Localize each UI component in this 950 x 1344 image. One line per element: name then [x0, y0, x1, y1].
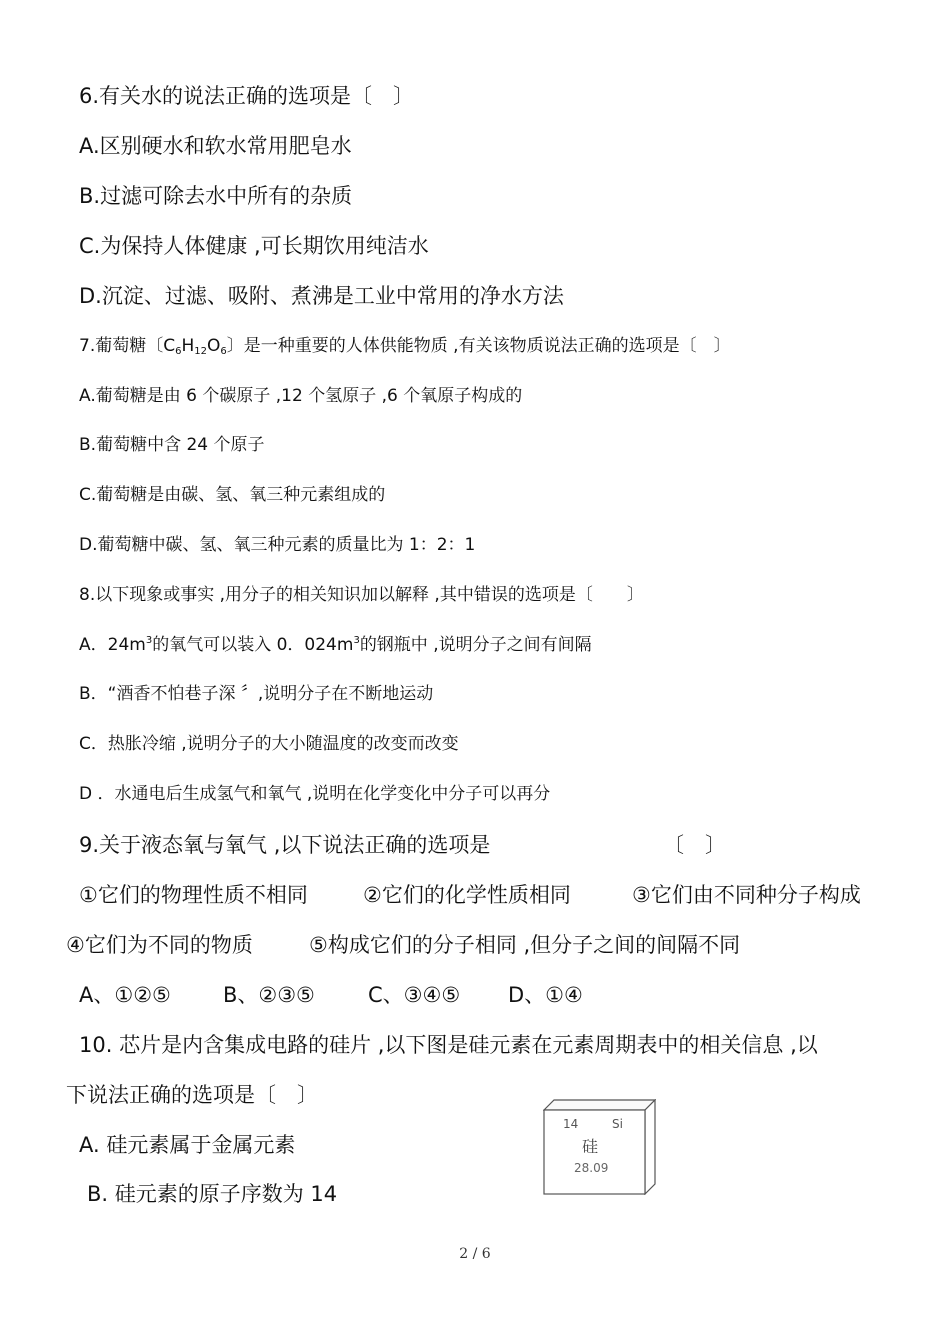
q10-stem-line1: 10. 芯片是内含集成电路的硅片 ,以下图是硅元素在元素周期表中的相关信息 ,以 [79, 1033, 818, 1057]
tile-top-face [544, 1100, 655, 1110]
q8-option-b: B．“酒香不怕巷子深 〞,说明分子在不断地运动 [79, 684, 434, 704]
q10-stem-line2: 下说法正确的选项是〔 〕 [66, 1083, 318, 1107]
q8-a-sup2: 3 [353, 635, 360, 646]
q7-option-d: D.葡萄糖中碳、氢、氧三种元素的质量比为 1：2：1 [79, 535, 476, 555]
element-symbol: Si [612, 1117, 623, 1131]
q8-a-part2: 的氧气可以装入 0．024m [152, 635, 354, 655]
q7-oxygen: O [207, 336, 221, 356]
q9-choice-b: B、②③⑤ [223, 983, 315, 1007]
q7-sub-hydrogen: 12 [194, 346, 207, 357]
q7-stem-start: 7.葡萄糖〔C [79, 336, 176, 356]
q7-option-b: B.葡萄糖中含 24 个原子 [79, 435, 265, 455]
page-number: 2 / 6 [459, 1246, 491, 1262]
q7-stem [79, 338, 731, 355]
silicon-element-tile [543, 1099, 656, 1195]
tile-side-face [645, 1100, 655, 1194]
q8-stem: 8.以下现象或事实 ,用分子的相关知识加以解释 ,其中错误的选项是〔 〕 [79, 585, 644, 605]
q9-statement-5: ⑤构成它们的分子相同 ,但分子之间的间隔不同 [309, 933, 741, 957]
q9-choice-a: A、①②⑤ [79, 983, 171, 1007]
q6-option-a: A.区别硬水和软水常用肥皂水 [79, 134, 352, 158]
q9-statement-1: ①它们的物理性质不相同 [79, 883, 308, 907]
element-number: 14 [563, 1117, 579, 1131]
q7-sub-oxygen: 6 [220, 346, 227, 357]
q9-stem: 9.关于液态氧与氧气 ,以下说法正确的选项是 [79, 833, 491, 857]
q8-a-part3: 的钢瓶中 ,说明分子之间有间隔 [359, 635, 592, 655]
q7-hydrogen: H [181, 336, 195, 356]
q6-stem: 6.有关水的说法正确的选项是〔 〕 [79, 84, 415, 108]
q8-option-a [79, 637, 592, 654]
q10-option-b: B. 硅元素的原子序数为 14 [87, 1182, 338, 1206]
q9-statement-3: ③它们由不同种分子构成 [632, 883, 861, 907]
q9-answer-bracket: 〔 〕 [663, 833, 726, 857]
q9-choice-c: C、③④⑤ [368, 983, 461, 1007]
element-mass: 28.09 [574, 1161, 609, 1175]
q7-stem-end: 〕是一种重要的人体供能物质 ,有关该物质说法正确的选项是〔 〕 [226, 336, 731, 356]
element-name: 硅 [582, 1137, 599, 1156]
q7-option-c: C.葡萄糖是由碳、氢、氧三种元素组成的 [79, 485, 386, 505]
q9-statement-2: ②它们的化学性质相同 [363, 883, 571, 907]
q10-option-a: A. 硅元素属于金属元素 [79, 1133, 296, 1157]
q8-option-c: C．热胀冷缩 ,说明分子的大小随温度的改变而改变 [79, 734, 459, 754]
q9-statement-4: ④它们为不同的物质 [66, 933, 253, 957]
q6-option-d: D.沉淀、过滤、吸附、煮沸是工业中常用的净水方法 [79, 284, 564, 308]
q6-option-c: C.为保持人体健康 ,可长期饮用纯洁水 [79, 234, 429, 258]
q7-sub-carbon: 6 [175, 346, 182, 357]
q7-option-a: A.葡萄糖是由 6 个碳原子 ,12 个氢原子 ,6 个氧原子构成的 [79, 386, 523, 406]
q9-choice-d: D、①④ [508, 983, 583, 1007]
q6-option-b: B.过滤可除去水中所有的杂质 [79, 184, 353, 208]
q8-a-sup1: 3 [145, 635, 153, 646]
q8-option-d: D ．水通电后生成氢气和氧气 ,说明在化学变化中分子可以再分 [79, 784, 551, 804]
q8-a-part1: A．24m [79, 635, 146, 655]
